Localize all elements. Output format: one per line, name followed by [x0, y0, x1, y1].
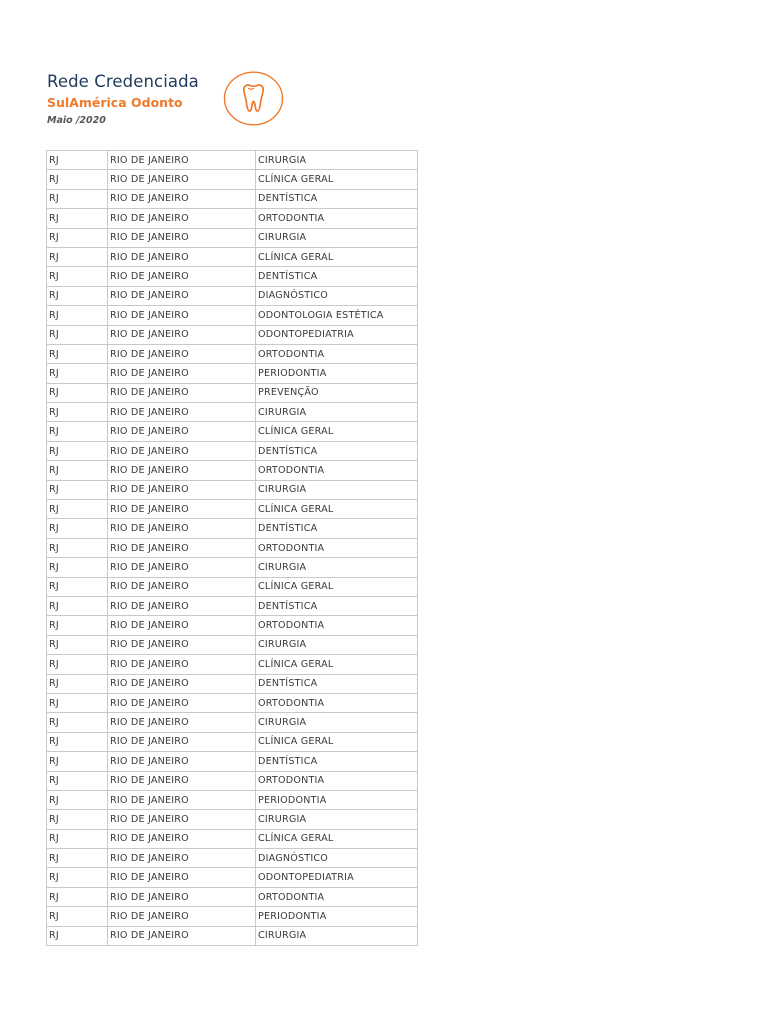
uf-cell: RJ — [47, 907, 108, 926]
table-row — [47, 752, 418, 771]
table-row — [47, 151, 418, 170]
uf-cell: RJ — [47, 596, 108, 615]
specialty-cell: ODONTOLOGIA ESTÉTICA — [256, 306, 418, 325]
specialty-cell: ORTODONTIA — [256, 209, 418, 228]
city-cell: RIO DE JANEIRO — [108, 364, 256, 383]
city-cell: RIO DE JANEIRO — [108, 151, 256, 170]
table-row — [47, 170, 418, 189]
city-cell: RIO DE JANEIRO — [108, 500, 256, 519]
specialty-cell: CIRURGIA — [256, 480, 418, 499]
city-cell: RIO DE JANEIRO — [108, 538, 256, 557]
specialty-cell: ORTODONTIA — [256, 344, 418, 363]
city-cell: RIO DE JANEIRO — [108, 247, 256, 266]
uf-cell: RJ — [47, 461, 108, 480]
specialty-cell: CIRURGIA — [256, 558, 418, 577]
uf-cell: RJ — [47, 441, 108, 460]
table-row — [47, 616, 418, 635]
table-row — [47, 383, 418, 402]
table-row — [47, 461, 418, 480]
uf-cell: RJ — [47, 558, 108, 577]
uf-cell: RJ — [47, 151, 108, 170]
specialty-cell: ODONTOPEDIATRIA — [256, 325, 418, 344]
table-row — [47, 829, 418, 848]
table-row — [47, 693, 418, 712]
table-row — [47, 306, 418, 325]
table-row — [47, 849, 418, 868]
specialty-cell: ORTODONTIA — [256, 887, 418, 906]
uf-cell: RJ — [47, 771, 108, 790]
table-row — [47, 519, 418, 538]
city-cell: RIO DE JANEIRO — [108, 674, 256, 693]
city-cell: RIO DE JANEIRO — [108, 693, 256, 712]
uf-cell: RJ — [47, 286, 108, 305]
city-cell: RIO DE JANEIRO — [108, 577, 256, 596]
table-row — [47, 189, 418, 208]
specialty-cell: CIRURGIA — [256, 635, 418, 654]
uf-cell: RJ — [47, 810, 108, 829]
network-table — [46, 150, 418, 946]
city-cell: RIO DE JANEIRO — [108, 344, 256, 363]
table-row — [47, 403, 418, 422]
table-row — [47, 790, 418, 809]
uf-cell: RJ — [47, 868, 108, 887]
city-cell: RIO DE JANEIRO — [108, 829, 256, 848]
city-cell: RIO DE JANEIRO — [108, 771, 256, 790]
uf-cell: RJ — [47, 364, 108, 383]
specialty-cell: DENTÍSTICA — [256, 441, 418, 460]
uf-cell: RJ — [47, 849, 108, 868]
specialty-cell: DENTÍSTICA — [256, 674, 418, 693]
city-cell: RIO DE JANEIRO — [108, 461, 256, 480]
specialty-cell: ORTODONTIA — [256, 461, 418, 480]
table-row — [47, 887, 418, 906]
uf-cell: RJ — [47, 480, 108, 499]
city-cell: RIO DE JANEIRO — [108, 519, 256, 538]
uf-cell: RJ — [47, 887, 108, 906]
uf-cell: RJ — [47, 500, 108, 519]
uf-cell: RJ — [47, 247, 108, 266]
table-row — [47, 907, 418, 926]
city-cell: RIO DE JANEIRO — [108, 849, 256, 868]
specialty-cell: PERIODONTIA — [256, 907, 418, 926]
uf-cell: RJ — [47, 674, 108, 693]
city-cell: RIO DE JANEIRO — [108, 926, 256, 945]
specialty-cell: CIRURGIA — [256, 926, 418, 945]
table-row — [47, 441, 418, 460]
specialty-cell: DENTÍSTICA — [256, 596, 418, 615]
uf-cell: RJ — [47, 635, 108, 654]
specialty-cell: CIRURGIA — [256, 403, 418, 422]
uf-cell: RJ — [47, 693, 108, 712]
specialty-cell: CIRURGIA — [256, 228, 418, 247]
document-header — [47, 70, 199, 127]
city-cell: RIO DE JANEIRO — [108, 228, 256, 247]
uf-cell: RJ — [47, 306, 108, 325]
city-cell: RIO DE JANEIRO — [108, 790, 256, 809]
specialty-cell: DIAGNÓSTICO — [256, 286, 418, 305]
uf-cell: RJ — [47, 519, 108, 538]
uf-cell: RJ — [47, 538, 108, 557]
city-cell: RIO DE JANEIRO — [108, 732, 256, 751]
specialty-cell: CLÍNICA GERAL — [256, 170, 418, 189]
table-row — [47, 500, 418, 519]
table-row — [47, 286, 418, 305]
table-row — [47, 422, 418, 441]
specialty-cell: CLÍNICA GERAL — [256, 500, 418, 519]
city-cell: RIO DE JANEIRO — [108, 635, 256, 654]
table-row — [47, 713, 418, 732]
specialty-cell: ORTODONTIA — [256, 538, 418, 557]
uf-cell: RJ — [47, 344, 108, 363]
uf-cell: RJ — [47, 422, 108, 441]
city-cell: RIO DE JANEIRO — [108, 306, 256, 325]
specialty-cell: PREVENÇÃO — [256, 383, 418, 402]
table-row — [47, 926, 418, 945]
specialty-cell: CLÍNICA GERAL — [256, 247, 418, 266]
city-cell: RIO DE JANEIRO — [108, 441, 256, 460]
specialty-cell: PERIODONTIA — [256, 790, 418, 809]
city-cell: RIO DE JANEIRO — [108, 403, 256, 422]
uf-cell: RJ — [47, 228, 108, 247]
table-row — [47, 364, 418, 383]
city-cell: RIO DE JANEIRO — [108, 209, 256, 228]
table-row — [47, 732, 418, 751]
specialty-cell: ORTODONTIA — [256, 771, 418, 790]
uf-cell: RJ — [47, 655, 108, 674]
table-row — [47, 868, 418, 887]
table-row — [47, 538, 418, 557]
city-cell: RIO DE JANEIRO — [108, 170, 256, 189]
specialty-cell: DENTÍSTICA — [256, 519, 418, 538]
uf-cell: RJ — [47, 713, 108, 732]
table-row — [47, 344, 418, 363]
uf-cell: RJ — [47, 403, 108, 422]
city-cell: RIO DE JANEIRO — [108, 422, 256, 441]
uf-cell: RJ — [47, 267, 108, 286]
table-row — [47, 596, 418, 615]
table-row — [47, 655, 418, 674]
city-cell: RIO DE JANEIRO — [108, 752, 256, 771]
table-row — [47, 558, 418, 577]
specialty-cell: CLÍNICA GERAL — [256, 422, 418, 441]
uf-cell: RJ — [47, 189, 108, 208]
uf-cell: RJ — [47, 926, 108, 945]
uf-cell: RJ — [47, 732, 108, 751]
table-row — [47, 209, 418, 228]
specialty-cell: CLÍNICA GERAL — [256, 829, 418, 848]
uf-cell: RJ — [47, 829, 108, 848]
uf-cell: RJ — [47, 325, 108, 344]
uf-cell: RJ — [47, 616, 108, 635]
specialty-cell: CIRURGIA — [256, 151, 418, 170]
specialty-cell: DENTÍSTICA — [256, 189, 418, 208]
city-cell: RIO DE JANEIRO — [108, 189, 256, 208]
specialty-cell: CLÍNICA GERAL — [256, 577, 418, 596]
specialty-cell: DIAGNÓSTICO — [256, 849, 418, 868]
specialty-cell: CLÍNICA GERAL — [256, 655, 418, 674]
city-cell: RIO DE JANEIRO — [108, 325, 256, 344]
table-row — [47, 325, 418, 344]
city-cell: RIO DE JANEIRO — [108, 596, 256, 615]
uf-cell: RJ — [47, 752, 108, 771]
city-cell: RIO DE JANEIRO — [108, 810, 256, 829]
specialty-cell: ORTODONTIA — [256, 616, 418, 635]
specialty-cell: CIRURGIA — [256, 713, 418, 732]
specialty-cell: CIRURGIA — [256, 810, 418, 829]
city-cell: RIO DE JANEIRO — [108, 286, 256, 305]
city-cell: RIO DE JANEIRO — [108, 480, 256, 499]
document-title: Rede Credenciada — [47, 72, 199, 91]
uf-cell: RJ — [47, 170, 108, 189]
uf-cell: RJ — [47, 577, 108, 596]
table-row — [47, 771, 418, 790]
specialty-cell: ORTODONTIA — [256, 693, 418, 712]
table-row — [47, 267, 418, 286]
table-row — [47, 247, 418, 266]
uf-cell: RJ — [47, 790, 108, 809]
table-row — [47, 480, 418, 499]
uf-cell: RJ — [47, 383, 108, 402]
uf-cell: RJ — [47, 209, 108, 228]
specialty-cell: CLÍNICA GERAL — [256, 732, 418, 751]
table-row — [47, 810, 418, 829]
document-subtitle: SulAmérica Odonto — [47, 95, 183, 110]
table-row — [47, 674, 418, 693]
document-date: Maio /2020 — [47, 115, 106, 126]
city-cell: RIO DE JANEIRO — [108, 713, 256, 732]
specialty-cell: DENTÍSTICA — [256, 752, 418, 771]
city-cell: RIO DE JANEIRO — [108, 655, 256, 674]
table-row — [47, 577, 418, 596]
city-cell: RIO DE JANEIRO — [108, 907, 256, 926]
city-cell: RIO DE JANEIRO — [108, 868, 256, 887]
specialty-cell: DENTÍSTICA — [256, 267, 418, 286]
city-cell: RIO DE JANEIRO — [108, 383, 256, 402]
city-cell: RIO DE JANEIRO — [108, 616, 256, 635]
tooth-icon — [223, 71, 284, 126]
table-row — [47, 228, 418, 247]
table-row — [47, 635, 418, 654]
city-cell: RIO DE JANEIRO — [108, 267, 256, 286]
specialty-cell: ODONTOPEDIATRIA — [256, 868, 418, 887]
city-cell: RIO DE JANEIRO — [108, 887, 256, 906]
city-cell: RIO DE JANEIRO — [108, 558, 256, 577]
specialty-cell: PERIODONTIA — [256, 364, 418, 383]
